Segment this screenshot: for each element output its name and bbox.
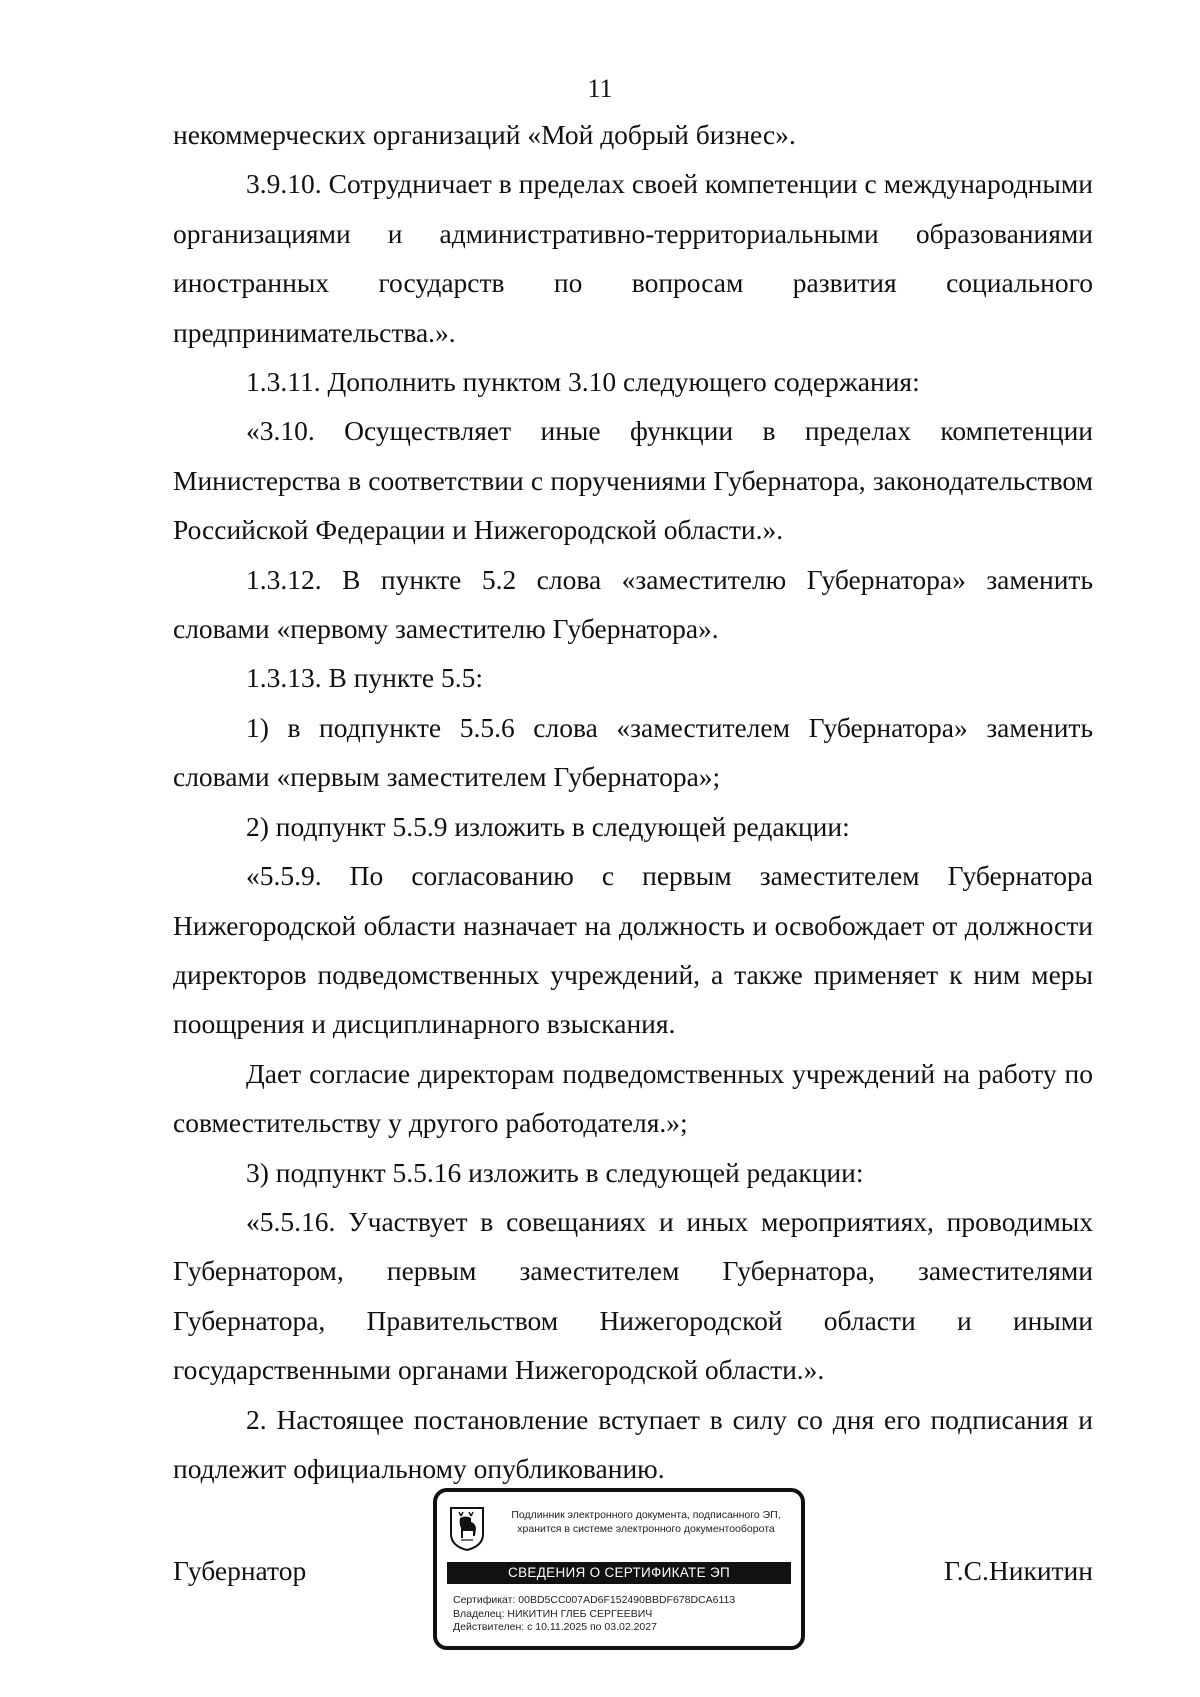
paragraph-3-9-10: 3.9.10. Сотрудничает в пределах своей компетенции с международными организациями и административно-территориальными образованиями иностранных государств по вопросам развития социального предпринимательства.».	[173, 168, 1093, 348]
paragraph-1-3-11: 1.3.11. Дополнить пунктом 3.10 следующего содержания:	[246, 366, 920, 398]
certificate-validity: Действителен: с 10.11.2025 по 03.02.2027	[453, 1621, 657, 1633]
paragraph-subitem-3: 3) подпункт 5.5.16 изложить в следующей редакции:	[246, 1156, 864, 1188]
paragraph-5-5-16: «5.5.16. Участвует в совещаниях и иных мероприятиях, проводимых Губернатором, первым заместителем Губернатора, заместителями Губернатора, Правительством Нижегородской области и иными государственными органами Нижегородской области.».	[173, 1205, 1093, 1386]
stamp-header: СВЕДЕНИЯ О СЕРТИФИКАТЕ ЭП	[447, 1562, 791, 1584]
document-body	[173, 110, 1093, 1493]
stamp-notice-line: Подлинник электронного документа, подписанного ЭП,	[511, 1509, 781, 1521]
signature-block	[173, 1488, 1093, 1658]
paragraph-continuation: некоммерческих организаций «Мой добрый бизнес».	[173, 119, 796, 150]
paragraph-subitem-2: 2) подпункт 5.5.9 изложить в следующей редакции:	[246, 810, 850, 842]
paragraph-3-10: «3.10. Осуществляет иные функции в пределах компетенции Министерства в соответствии с поручениями Губернатора, законодательством Российской Федерации и Нижегородской области.».	[173, 415, 1093, 546]
stamp-notice	[491, 1508, 801, 1536]
paragraph-5-5-9: «5.5.9. По согласованию с первым заместителем Губернатора Нижегородской области назначает на должность и освобождает от должности директоров подведомственных учреждений, а также применяет к ним меры поощрения и дисциплинарного взыскания.	[173, 860, 1093, 1040]
signatory-title: Губернатор	[173, 1555, 307, 1586]
stamp-details	[453, 1594, 793, 1635]
paragraph-1-3-12: 1.3.12. В пункте 5.2 слова «заместителю Губернатора» заменить словами «первому заместителю Губернатора».	[173, 563, 1093, 645]
page-number: 11	[587, 74, 613, 103]
paragraph-consent: Дает согласие директорам подведомственных учреждений на работу по совместительству у другого работодателя.»;	[173, 1057, 1093, 1139]
certificate-owner: Владелец: НИКИТИН ГЛЕБ СЕРГЕЕВИЧ	[453, 1607, 653, 1620]
electronic-signature-stamp	[433, 1488, 805, 1650]
certificate-number: Сертификат: 00BD5CC007AD6F152490BBDF678DCA6113	[453, 1594, 736, 1606]
stamp-notice-line: хранится в системе электронного документооборота	[517, 1523, 775, 1535]
coat-of-arms-icon	[449, 1506, 485, 1552]
paragraph-1-3-13: 1.3.13. В пункте 5.5:	[246, 662, 484, 694]
paragraph-subitem-1: 1) в подпункте 5.5.6 слова «заместителем Губернатора» заменить словами «первым заместителем Губернатора»;	[173, 711, 1093, 793]
signatory-name: Г.С.Никитин	[944, 1555, 1093, 1586]
paragraph-2-effective: 2. Настоящее постановление вступает в силу со дня его подписания и подлежит официальному опубликованию.	[173, 1403, 1093, 1484]
